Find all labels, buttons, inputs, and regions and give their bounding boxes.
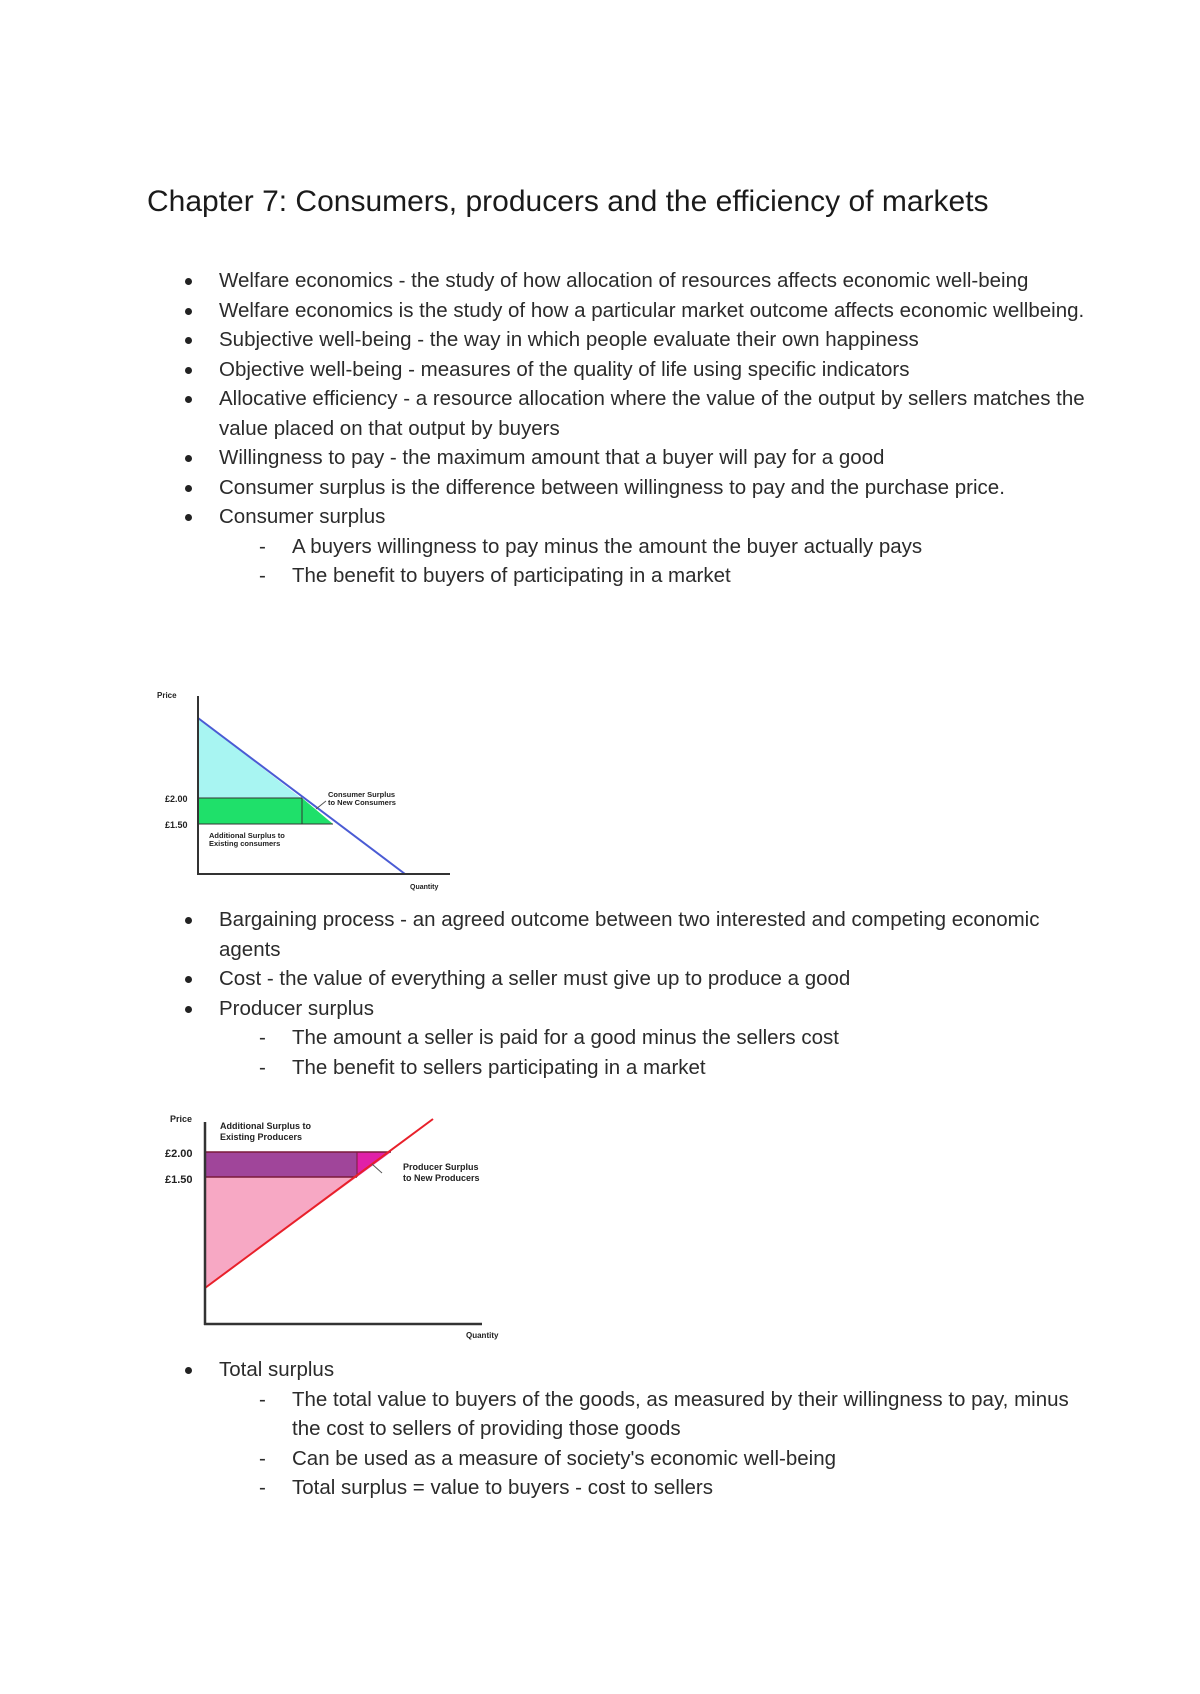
annotation-new-2: to New Consumers	[328, 798, 396, 807]
y-axis-label: Price	[157, 691, 177, 700]
list-item: Objective well-being - measures of the quality of life using specific indicators	[185, 355, 1085, 385]
bullet-icon	[185, 308, 192, 315]
annotation-new-1: Consumer Surplus	[328, 790, 396, 799]
bullet-icon	[185, 337, 192, 344]
sub-list	[219, 532, 1085, 591]
list-item: Subjective well-being - the way in which people evaluate their own happiness	[185, 325, 1085, 355]
tick-label-low: £1.50	[165, 820, 188, 830]
list-item: Welfare economics is the study of how a particular market outcome affects economic wellbeing.	[185, 296, 1085, 326]
list-item: Producer surplus - The amount a seller is paid for a good minus the sellers cost - The benefit to sellers participating in a market	[185, 994, 1085, 1083]
bullet-icon	[185, 396, 192, 403]
annotation-pointer	[316, 801, 326, 809]
list-item: Welfare economics - the study of how allocation of resources affects economic well-being	[185, 266, 1085, 296]
new-producers-area	[357, 1152, 391, 1177]
bullet-icon	[185, 367, 192, 374]
sub-list-item: - The total value to buyers of the goods, as measured by their willingness to pay, minus the cost to sellers of providing those goods	[259, 1387, 1069, 1440]
annotation-existing-2: Existing consumers	[209, 839, 281, 848]
bullet-icon	[185, 485, 192, 492]
annotation-existing-1: Additional Surplus to	[209, 831, 285, 840]
list-item: Consumer surplus is the difference between willingness to pay and the purchase price.	[185, 473, 1085, 503]
bullet-icon	[185, 1367, 192, 1374]
sub-list	[219, 1385, 1085, 1503]
bullet-list-producer	[185, 905, 1085, 1082]
x-axis-label: Quantity	[410, 884, 439, 891]
bullet-icon	[185, 278, 192, 285]
sub-list	[219, 1023, 1085, 1082]
bullet-icon	[185, 455, 192, 462]
consumer-surplus-diagram	[155, 688, 455, 898]
page-title: Chapter 7: Consumers, producers and the efficiency of markets	[147, 185, 989, 218]
bullet-icon	[185, 976, 192, 983]
list-item: Cost - the value of everything a seller must give up to produce a good	[185, 964, 1085, 994]
bullet-list-total	[185, 1355, 1085, 1503]
annotation-pointer	[372, 1164, 382, 1173]
sub-list-item: - The benefit to sellers participating in a market	[259, 1055, 706, 1079]
bullet-list-intro	[185, 266, 1085, 591]
list-item: Bargaining process - an agreed outcome between two interested and competing economic agents	[185, 905, 1085, 964]
annotation-new-2: to New Producers	[403, 1173, 480, 1183]
sub-list-item: - Total surplus = value to buyers - cost to sellers	[259, 1476, 714, 1499]
annotation-existing-1: Additional Surplus to	[220, 1121, 311, 1131]
tick-label-high: £2.00	[165, 1148, 193, 1160]
producer-surplus-diagram	[160, 1100, 520, 1345]
sub-list-item: - The amount a seller is paid for a good minus the sellers cost	[259, 1026, 839, 1049]
existing-producers-band	[205, 1152, 357, 1177]
bullet-icon	[185, 1006, 192, 1013]
list-item: Willingness to pay - the maximum amount that a buyer will pay for a good	[185, 443, 1085, 473]
tick-label-high: £2.00	[165, 794, 188, 804]
sub-list-item: - Can be used as a measure of society's economic well-being	[259, 1446, 837, 1470]
existing-consumers-band	[198, 798, 302, 824]
bullet-icon	[185, 917, 192, 924]
bullet-icon	[185, 514, 192, 521]
annotation-existing-2: Existing Producers	[220, 1132, 303, 1142]
annotation-new-1: Producer Surplus	[403, 1162, 479, 1172]
tick-label-low: £1.50	[165, 1174, 193, 1186]
x-axis-label: Quantity	[466, 1331, 499, 1340]
y-axis-label: Price	[170, 1114, 193, 1124]
list-item: Consumer surplus - A buyers willingness to pay minus the amount the buyer actually pays - The benefit to buyers of participating in a market	[185, 502, 1085, 591]
sub-list-item: - The benefit to buyers of participating in a market	[259, 564, 731, 587]
sub-list-item: - A buyers willingness to pay minus the amount the buyer actually pays	[259, 534, 923, 558]
list-item: Allocative efficiency - a resource allocation where the value of the output by sellers matches the value placed on that output by buyers	[185, 384, 1085, 443]
list-item: Total surplus - The total value to buyers of the goods, as measured by their willingness to pay, minus the cost to sellers of providing those goods - Can be used as a measure of society's economic well-being - Total surplus = value to buyers - cost to sellers	[185, 1355, 1085, 1503]
